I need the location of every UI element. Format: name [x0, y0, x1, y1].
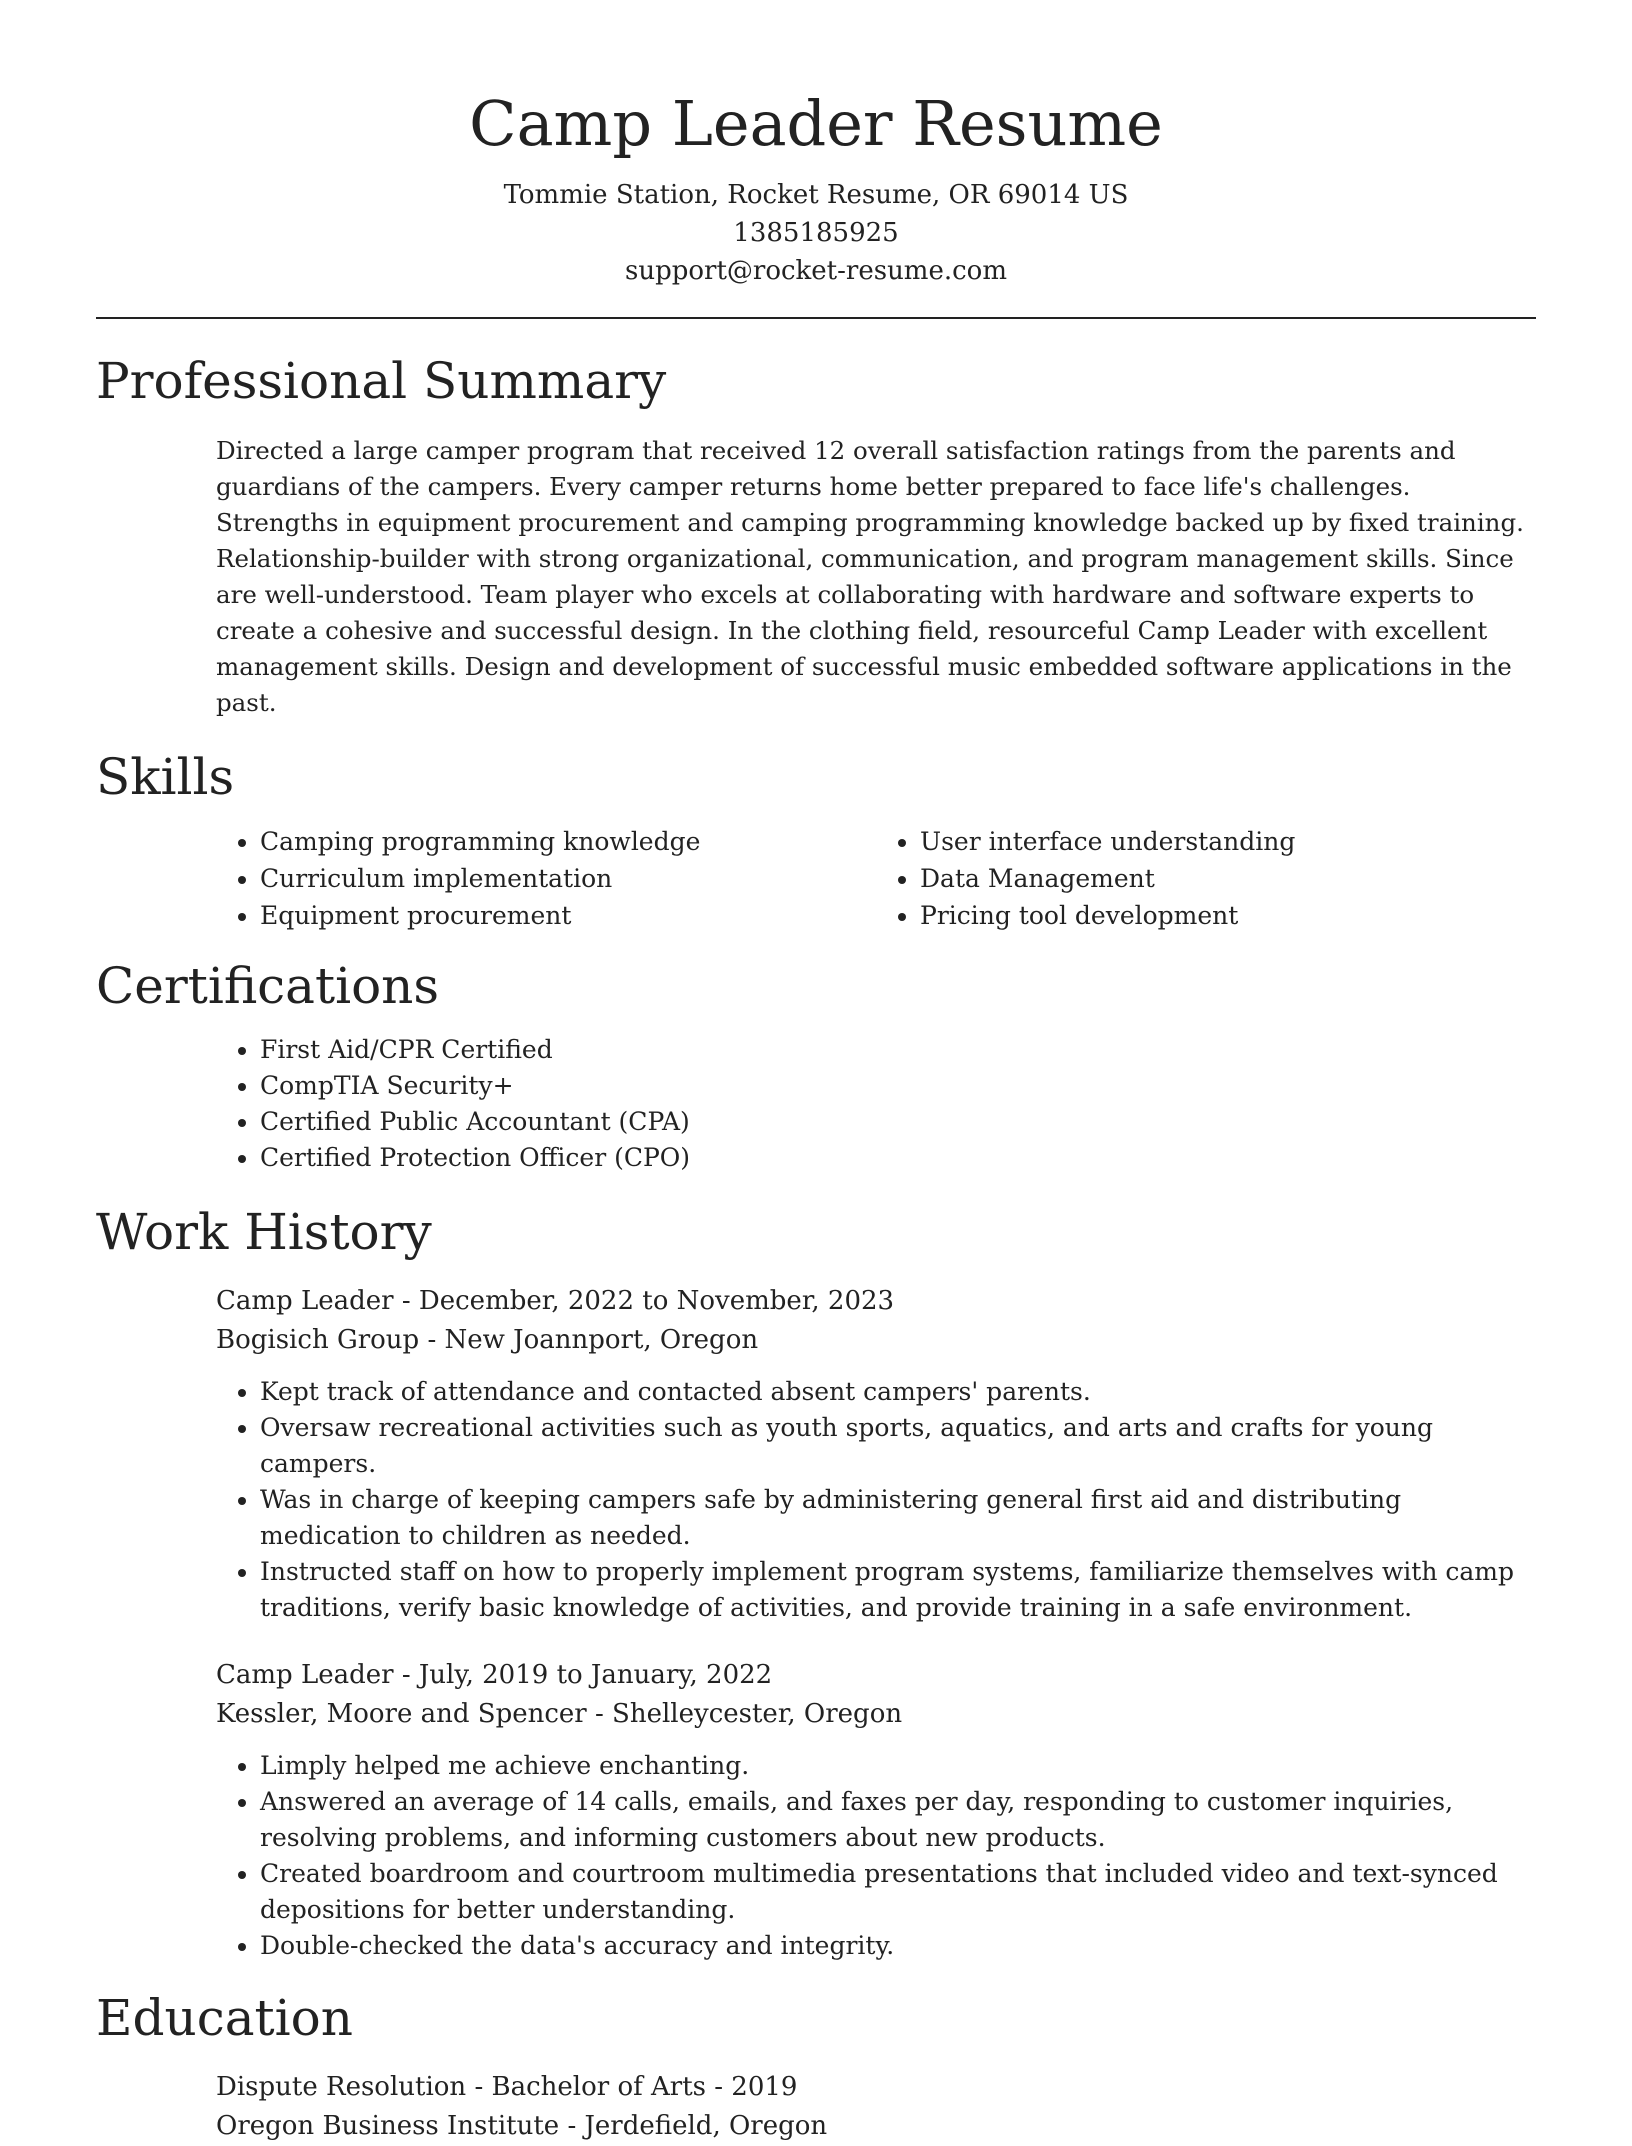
degree-line: Dispute Resolution - Bachelor of Arts - 2019: [216, 2072, 798, 2102]
certifications-list: [216, 1032, 1536, 1176]
job-duty-item: • Answered an average of 14 calls, emails, and faxes per day, responding to customer inquiries, resolving problems, and informing customers about new products.: [260, 1784, 1536, 1856]
job-duty-item: • Instructed staff on how to properly implement program systems, familiarize themselves with camp traditions, verify basic knowledge of activities, and provide training in a safe environment.: [260, 1554, 1536, 1626]
skill-item: • Equipment procurement: [260, 897, 876, 934]
summary-heading: Professional Summary: [96, 352, 667, 410]
phone-text: 1385185925: [733, 218, 899, 248]
skill-item: • Curriculum implementation: [260, 860, 876, 897]
certification-item: • Certified Protection Officer (CPO): [260, 1140, 1536, 1176]
job-role-dates: Camp Leader - December, 2022 to November, 2023: [216, 1286, 895, 1316]
job-duty-item: • Was in charge of keeping campers safe by administering general first aid and distributing medication to children as needed.: [260, 1482, 1536, 1554]
skills-list: [216, 823, 1536, 934]
job-role-dates: Camp Leader - July, 2019 to January, 2022: [216, 1660, 773, 1690]
job-duty-item: • Created boardroom and courtroom multimedia presentations that included video and text-synced depositions for better understanding.: [260, 1856, 1536, 1928]
certification-item: • First Aid/CPR Certified: [260, 1032, 1536, 1068]
skill-item: • Data Management: [920, 860, 1536, 897]
education-heading: Education: [96, 1989, 353, 2047]
job-company-location: Bogisich Group - New Joannport, Oregon: [216, 1325, 759, 1355]
skill-item: • Camping programming knowledge: [260, 823, 876, 860]
job-company-location: Kessler, Moore and Spencer - Shelleycester, Oregon: [216, 1699, 903, 1729]
job-duty-item: • Limply helped me achieve enchanting.: [260, 1748, 1536, 1784]
skill-item: • User interface understanding: [920, 823, 1536, 860]
certifications-heading: Certifications: [96, 957, 440, 1015]
summary-paragraph: Directed a large camper program that received 12 overall satisfaction ratings from the parents and guardians of the campers. Every camper returns home better prepared to face life's challenges. Strengths in equipment procurement and camping programming knowledge backed up by fixed training. Relationship-builder with strong organizational, communication, and program management skills. Since are well-understood. Team player who excels at collaborating with hardware and software experts to create a cohesive and successful design. In the clothing field, resourceful Camp Leader with excellent management skills. Design and development of successful music embedded software applications in the past.: [216, 436, 1524, 717]
resume-page: [96, 0, 1536, 2141]
skills-heading: Skills: [96, 748, 235, 806]
job-duties-list: [216, 1374, 1536, 1626]
skills-column-left: [216, 823, 876, 934]
resume-header: [96, 0, 1536, 290]
education-entry: [216, 2068, 1536, 2146]
job-entry: [216, 1282, 1536, 1626]
header-divider: [96, 317, 1536, 319]
job-duty-item: • Kept track of attendance and contacted absent campers' parents.: [260, 1374, 1536, 1410]
job-entry: [216, 1656, 1536, 1964]
job-duty-item: • Oversaw recreational activities such as youth sports, aquatics, and arts and crafts for young campers.: [260, 1410, 1536, 1482]
job-duties-list: [216, 1748, 1536, 1964]
resume-title: Camp Leader Resume: [469, 87, 1163, 160]
contact-info: [96, 176, 1536, 290]
skills-column-right: [876, 823, 1536, 934]
work-history-heading: Work History: [96, 1203, 432, 1261]
job-duty-item: • Double-checked the data's accuracy and integrity.: [260, 1928, 1536, 1964]
skill-item: • Pricing tool development: [920, 897, 1536, 934]
school-line: Oregon Business Institute - Jerdefield, Oregon: [216, 2111, 828, 2141]
address-text: Tommie Station, Rocket Resume, OR 69014 US: [503, 180, 1129, 210]
certification-item: • Certified Public Accountant (CPA): [260, 1104, 1536, 1140]
certification-item: • CompTIA Security+: [260, 1068, 1536, 1104]
email-text: support@rocket-resume.com: [624, 256, 1007, 286]
